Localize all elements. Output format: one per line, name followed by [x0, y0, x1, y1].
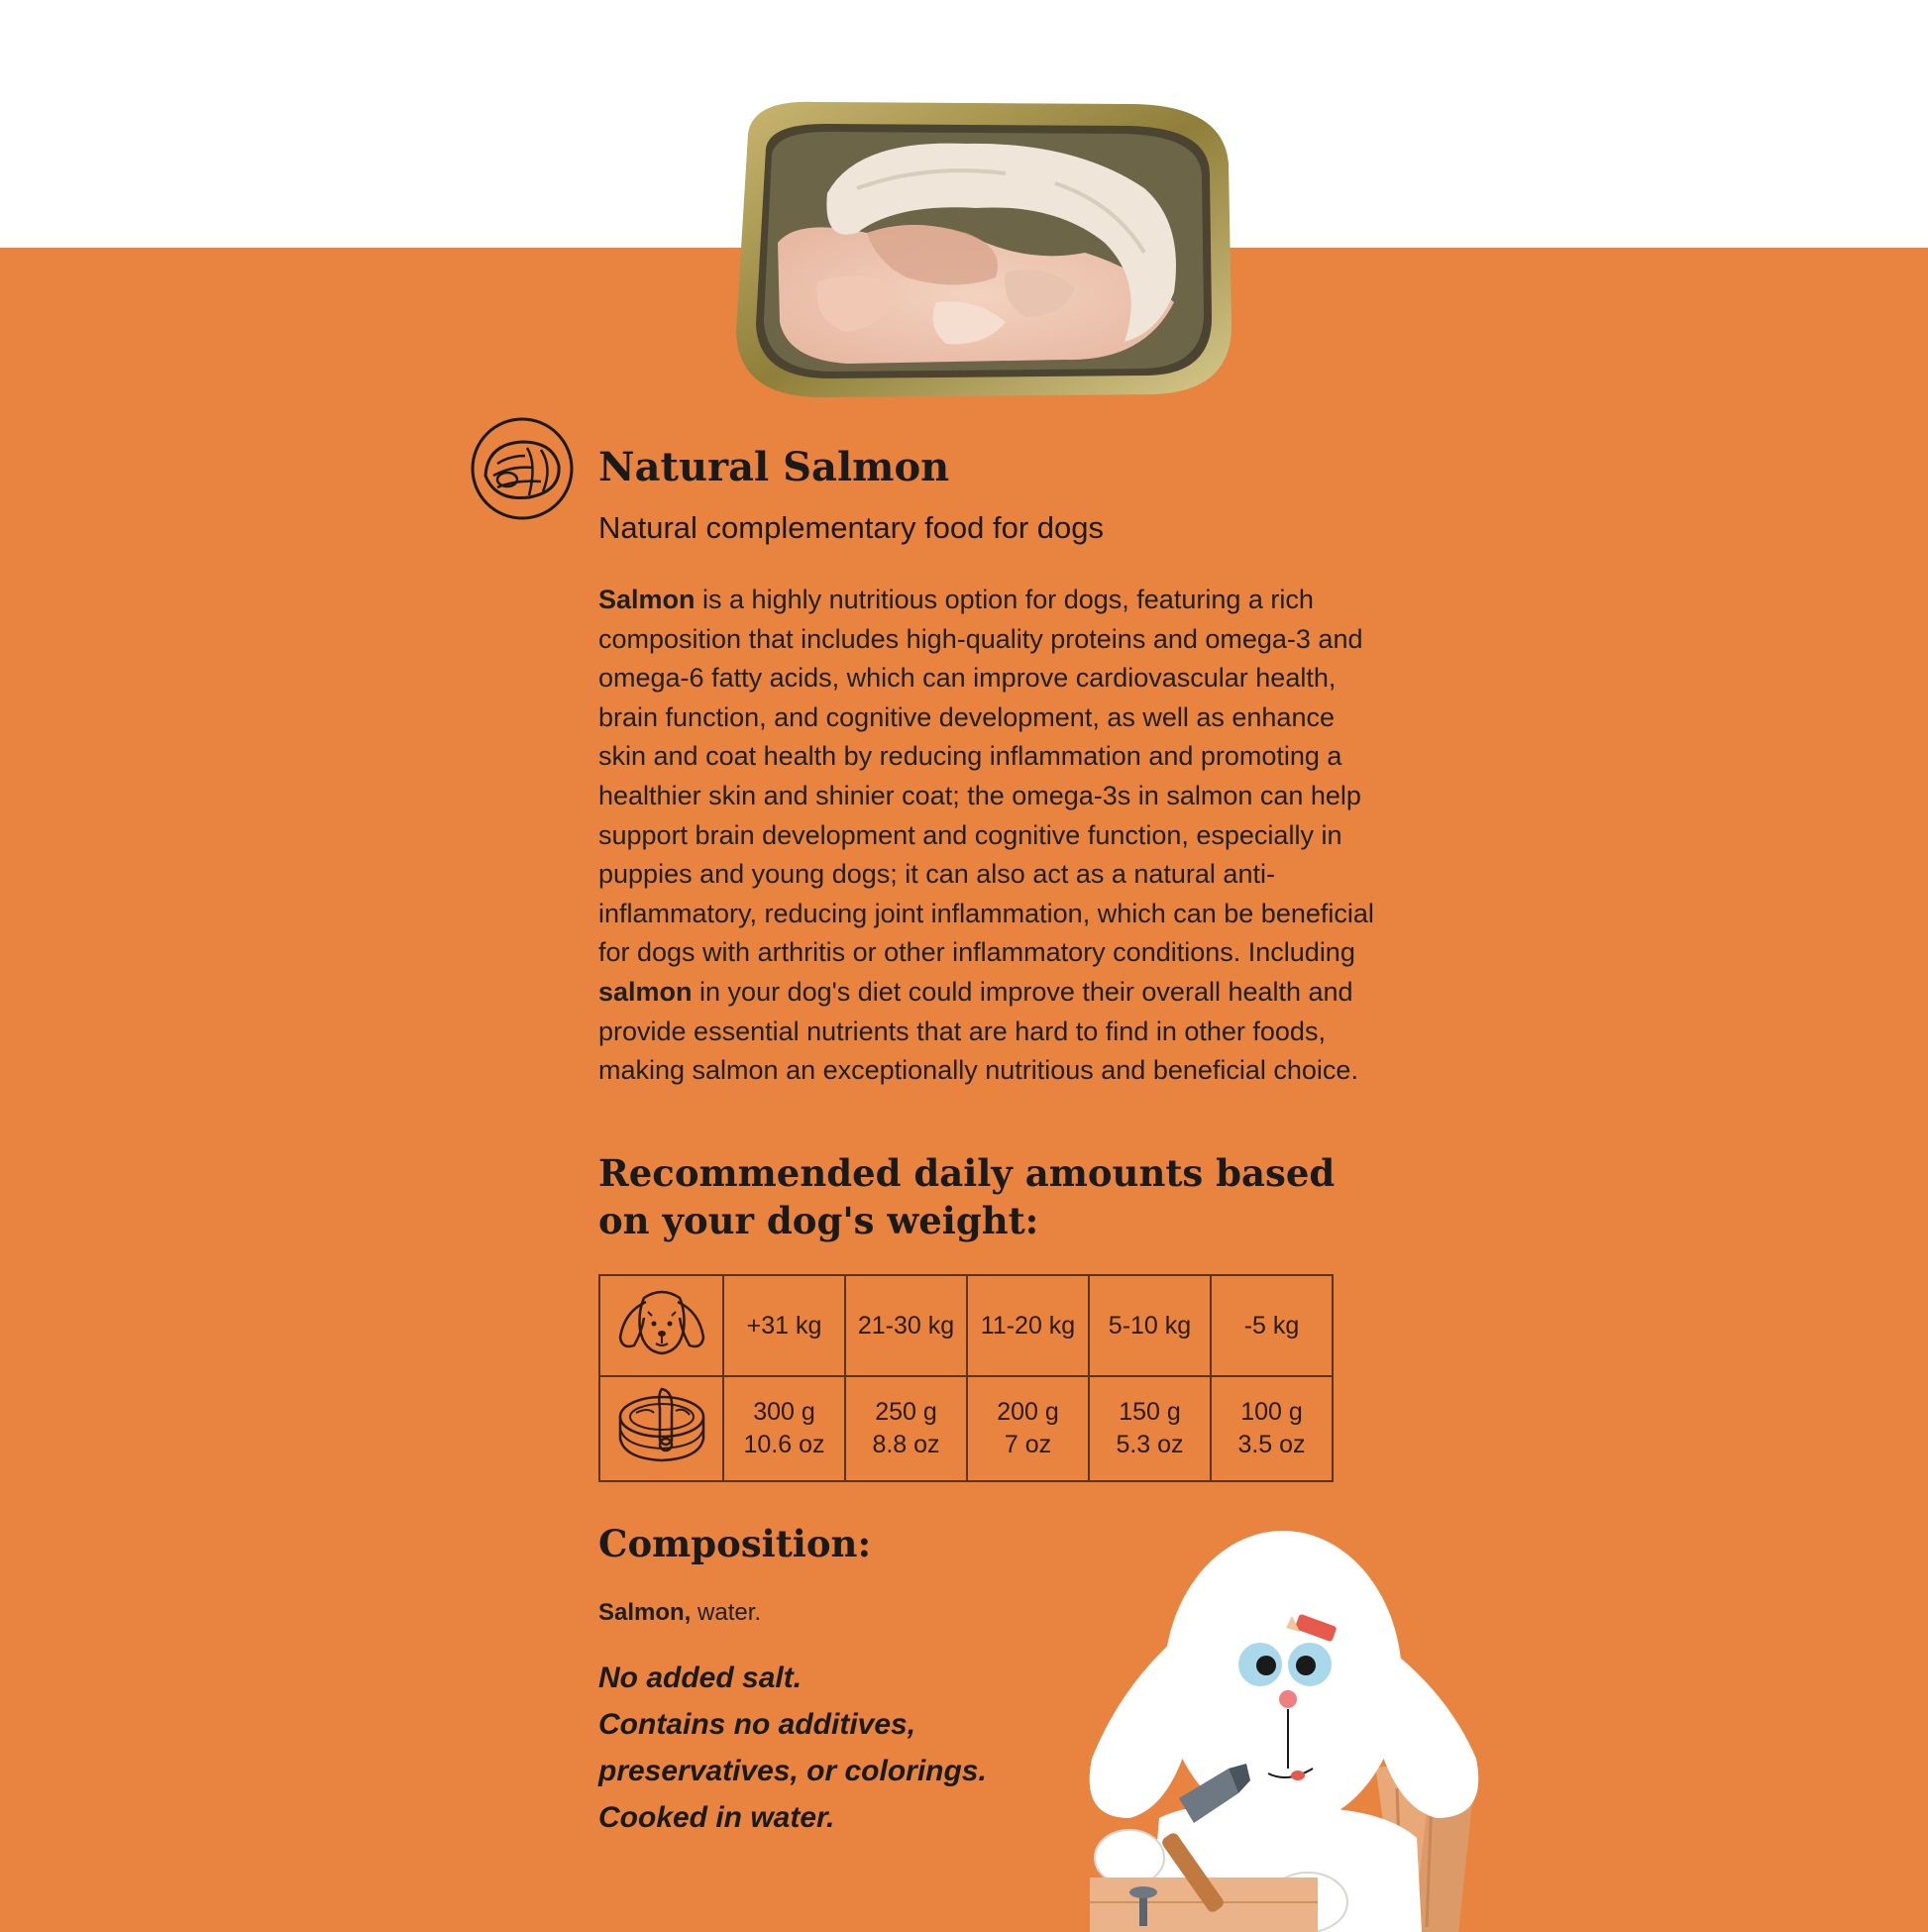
amount-ounces: 7 oz: [1004, 1431, 1052, 1458]
composition-text: [598, 1599, 761, 1627]
salmon-can-photo: [708, 94, 1248, 411]
description-bold-salmon-mid: salmon: [598, 976, 693, 1007]
table-row: [599, 1376, 1333, 1481]
amount-grams: 250 g: [875, 1398, 937, 1426]
description-text-part2: in your dog's diet could improve their overall health and provide essential nutrients that are hard to find in other foods, making salmon an exceptionally nutritious and beneficial choice.: [598, 976, 1358, 1086]
amount-cell: [967, 1376, 1089, 1481]
dog-head-icon: [614, 1282, 709, 1361]
product-title: Natural Salmon: [598, 444, 950, 490]
amount-ounces: 10.6 oz: [743, 1431, 825, 1458]
product-notes: [598, 1655, 987, 1841]
amount-cell: [1211, 1376, 1333, 1481]
note-line: No added salt.: [598, 1662, 803, 1694]
note-line: preservatives, or colorings.: [598, 1755, 987, 1787]
salmon-icon: [468, 414, 577, 523]
weight-cell: +31 kg: [723, 1275, 845, 1376]
amount-ounces: 3.5 oz: [1237, 1431, 1306, 1458]
amount-cell: [845, 1376, 967, 1481]
weight-cell: 21-30 kg: [845, 1275, 967, 1376]
food-can-icon: [614, 1383, 709, 1466]
amount-row-icon-cell: [599, 1376, 723, 1481]
composition-ingredient-rest: water.: [691, 1599, 762, 1626]
amount-grams: 300 g: [753, 1398, 815, 1426]
note-line: Cooked in water.: [598, 1801, 835, 1834]
amount-ounces: 5.3 oz: [1116, 1431, 1184, 1458]
daily-amount-table: [598, 1274, 1334, 1482]
weight-cell: -5 kg: [1211, 1275, 1333, 1376]
amount-cell: [1089, 1376, 1211, 1481]
dog-mascot-illustration: [1080, 1521, 1496, 1932]
description-text-part1: is a highly nutritious option for dogs, featuring a rich composition that includes high-quality proteins and omega-3 and omega-6 fatty acids, which can improve cardiovascular health, brain function, and cognitive development, as well as enhance skin and coat health by reducing inflammation and promoting a healthier skin and shinier coat; the omega-3s in salmon can help support brain development and cognitive function, especially in puppies and young dogs; it can also act as a natural anti-inflammatory, reducing joint inflammation, which can be beneficial for dogs with arthritis or other inflammatory conditions. Including: [598, 585, 1374, 968]
product-subtitle: Natural complementary food for dogs: [598, 510, 1105, 545]
amount-grams: 150 g: [1119, 1398, 1181, 1426]
weight-cell: 5-10 kg: [1089, 1275, 1211, 1376]
table-row: [599, 1275, 1333, 1376]
description-bold-salmon: Salmon: [598, 585, 696, 614]
recommendation-heading: Recommended daily amounts based on your dog's weight:: [598, 1151, 1336, 1242]
amount-ounces: 8.8 oz: [872, 1431, 940, 1458]
amount-grams: 100 g: [1240, 1398, 1303, 1426]
amount-grams: 200 g: [997, 1398, 1059, 1426]
weight-cell: 11-20 kg: [967, 1275, 1089, 1376]
amount-cell: [723, 1376, 845, 1481]
composition-heading: Composition:: [598, 1522, 872, 1565]
weight-row-icon-cell: [599, 1275, 723, 1376]
product-description: [598, 581, 1381, 1091]
note-line: Contains no additives,: [598, 1708, 916, 1741]
composition-ingredient-bold: Salmon,: [598, 1599, 692, 1626]
